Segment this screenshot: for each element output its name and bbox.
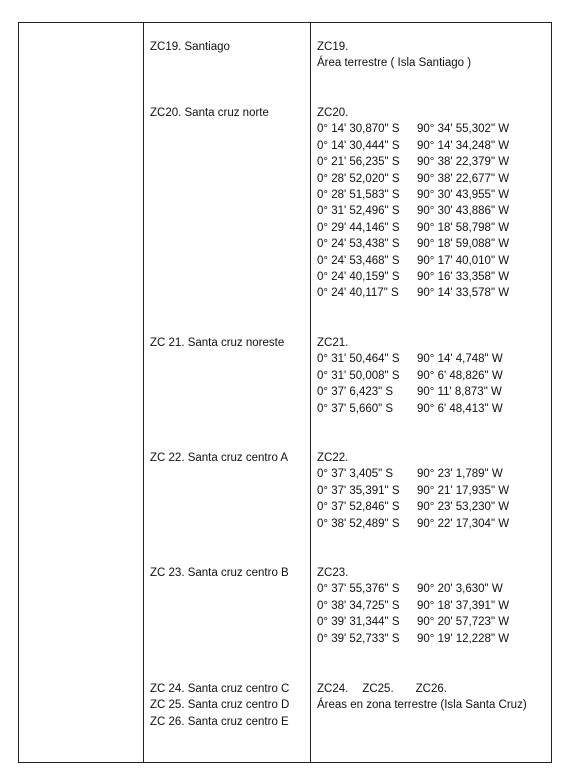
- latitude: 0° 14' 30,444" S: [317, 139, 400, 152]
- latitude: 0° 37' 5,660" S: [317, 402, 394, 415]
- zone-description-cell: [317, 450, 509, 532]
- zone-name-cell: [150, 39, 230, 55]
- coordinate-row: [317, 516, 509, 532]
- longitude: 90° 38' 22,677" W: [417, 172, 510, 185]
- latitude: 0° 37' 52,846" S: [317, 501, 400, 514]
- zone-heading: ZC23.: [317, 567, 349, 579]
- latitude: 0° 24' 53,468" S: [317, 254, 400, 267]
- zone-description-cell: [317, 565, 509, 647]
- coordinate-row: [317, 253, 509, 269]
- latitude: 0° 31' 52,496" S: [317, 205, 400, 218]
- coordinate-row: [317, 631, 509, 647]
- longitude: 90° 20' 57,723" W: [417, 616, 510, 629]
- coordinate-row: [317, 499, 509, 515]
- coordinate-row: [317, 384, 503, 400]
- zone-heading: ZC20.: [317, 107, 349, 119]
- coordinate-row: [317, 598, 509, 614]
- longitude: 90° 6' 48,826" W: [417, 369, 503, 382]
- coordinate-row: [317, 138, 509, 154]
- table-left-border: [18, 22, 19, 763]
- longitude: 90° 21' 17,935" W: [417, 484, 510, 497]
- longitude: 90° 18' 59,088" W: [417, 238, 510, 251]
- latitude: 0° 37' 6,423" S: [317, 386, 394, 399]
- zone-name: ZC20. Santa cruz norte: [150, 107, 269, 119]
- longitude: 90° 34' 55,302" W: [417, 123, 510, 136]
- zone-name: ZC 21. Santa cruz noreste: [150, 337, 285, 349]
- zone-heading: ZC19.: [317, 41, 349, 53]
- latitude: 0° 29' 44,146" S: [317, 221, 400, 234]
- zone-code: ZC24.: [317, 683, 349, 695]
- coordinate-row: [317, 285, 509, 301]
- zone-description-cell: [317, 39, 471, 72]
- longitude: 90° 16' 33,358" W: [417, 271, 510, 284]
- latitude: 0° 24' 53,438" S: [317, 238, 400, 251]
- column-divider-2: [310, 22, 311, 763]
- latitude: 0° 38' 52,489" S: [317, 517, 400, 530]
- coordinate-row: [317, 121, 509, 137]
- coordinate-row: [317, 581, 509, 597]
- longitude: 90° 30' 43,886" W: [417, 205, 510, 218]
- coordinate-row: [317, 269, 509, 285]
- longitude: 90° 14' 4,748" W: [417, 353, 503, 366]
- coordinate-row: [317, 171, 509, 187]
- zone-name: ZC 26. Santa cruz centro E: [150, 715, 289, 728]
- zone-name-cell: [150, 105, 269, 121]
- coordinate-row: [317, 203, 509, 219]
- coordinate-row: [317, 614, 509, 630]
- coordinate-row: [317, 351, 503, 367]
- longitude: 90° 20' 3,630" W: [417, 583, 503, 596]
- coordinate-row: [317, 368, 503, 384]
- longitude: 90° 23' 1,789" W: [417, 468, 503, 481]
- zone-name: ZC 24. Santa cruz centro C: [150, 683, 290, 695]
- longitude: 90° 6' 48,413" W: [417, 402, 503, 415]
- coordinate-row: [317, 154, 509, 170]
- coordinate-row: [317, 187, 509, 203]
- coordinate-row: [317, 220, 509, 236]
- zone-description-cell: [317, 105, 509, 302]
- zone-code: ZC25.: [362, 683, 394, 695]
- latitude: 0° 28' 52,020" S: [317, 172, 400, 185]
- zone-codes: [317, 681, 527, 697]
- latitude: 0° 31' 50,008" S: [317, 369, 400, 382]
- table-bottom-border: [18, 762, 552, 763]
- latitude: 0° 24' 40,117" S: [317, 287, 399, 300]
- longitude: 90° 22' 17,304" W: [417, 517, 510, 530]
- longitude: 90° 18' 58,798" W: [417, 221, 510, 234]
- zone-name: ZC 25. Santa cruz centro D: [150, 699, 290, 712]
- latitude: 0° 21' 56,235" S: [317, 156, 400, 169]
- zone-area: Áreas en zona terrestre (Isla Santa Cruz): [317, 699, 527, 712]
- latitude: 0° 14' 30,870" S: [317, 123, 400, 136]
- zone-name-cell: [150, 565, 289, 581]
- longitude: 90° 30' 43,955" W: [417, 189, 510, 202]
- longitude: 90° 14' 33,578" W: [417, 287, 510, 300]
- longitude: 90° 17' 40,010" W: [417, 254, 510, 267]
- zone-description-cell: [317, 335, 503, 417]
- latitude: 0° 39' 31,344" S: [317, 616, 400, 629]
- coordinate-row: [317, 401, 503, 417]
- table-right-border: [551, 22, 552, 763]
- longitude: 90° 23' 53,230" W: [417, 501, 510, 514]
- coordinate-row: [317, 466, 509, 482]
- longitude: 90° 11' 8,873" W: [417, 386, 502, 399]
- longitude: 90° 14' 34,248" W: [417, 139, 510, 152]
- latitude: 0° 24' 40,159" S: [317, 271, 400, 284]
- latitude: 0° 38' 34,725" S: [317, 599, 400, 612]
- zone-name-cell: [150, 450, 288, 466]
- longitude: 90° 19' 12,228" W: [417, 632, 510, 645]
- column-divider-1: [143, 22, 144, 763]
- zone-name: ZC 22. Santa cruz centro A: [150, 452, 289, 464]
- coordinate-row: [317, 236, 509, 252]
- zone-name-cell: [150, 681, 289, 730]
- zone-code: ZC26.: [415, 683, 447, 695]
- longitude: 90° 38' 22,379" W: [417, 156, 510, 169]
- table-top-border: [18, 22, 552, 23]
- longitude: 90° 18' 37,391" W: [417, 599, 510, 612]
- latitude: 0° 37' 35,391" S: [317, 484, 400, 497]
- latitude: 0° 37' 3,405" S: [317, 468, 394, 481]
- latitude: 0° 31' 50,464" S: [317, 353, 400, 366]
- zone-heading: ZC22.: [317, 452, 349, 464]
- zone-name: ZC 23. Santa cruz centro B: [150, 567, 289, 579]
- latitude: 0° 28' 51,583" S: [317, 189, 400, 202]
- latitude: 0° 37' 55,376" S: [317, 583, 400, 596]
- coordinate-row: [317, 483, 509, 499]
- zone-name: ZC19. Santiago: [150, 41, 230, 53]
- zone-name-cell: [150, 335, 284, 351]
- zone-description-cell: [317, 681, 527, 714]
- latitude: 0° 39' 52,733" S: [317, 632, 400, 645]
- zone-heading: ZC21.: [317, 337, 349, 349]
- zone-area: Área terrestre ( Isla Santiago ): [317, 57, 472, 70]
